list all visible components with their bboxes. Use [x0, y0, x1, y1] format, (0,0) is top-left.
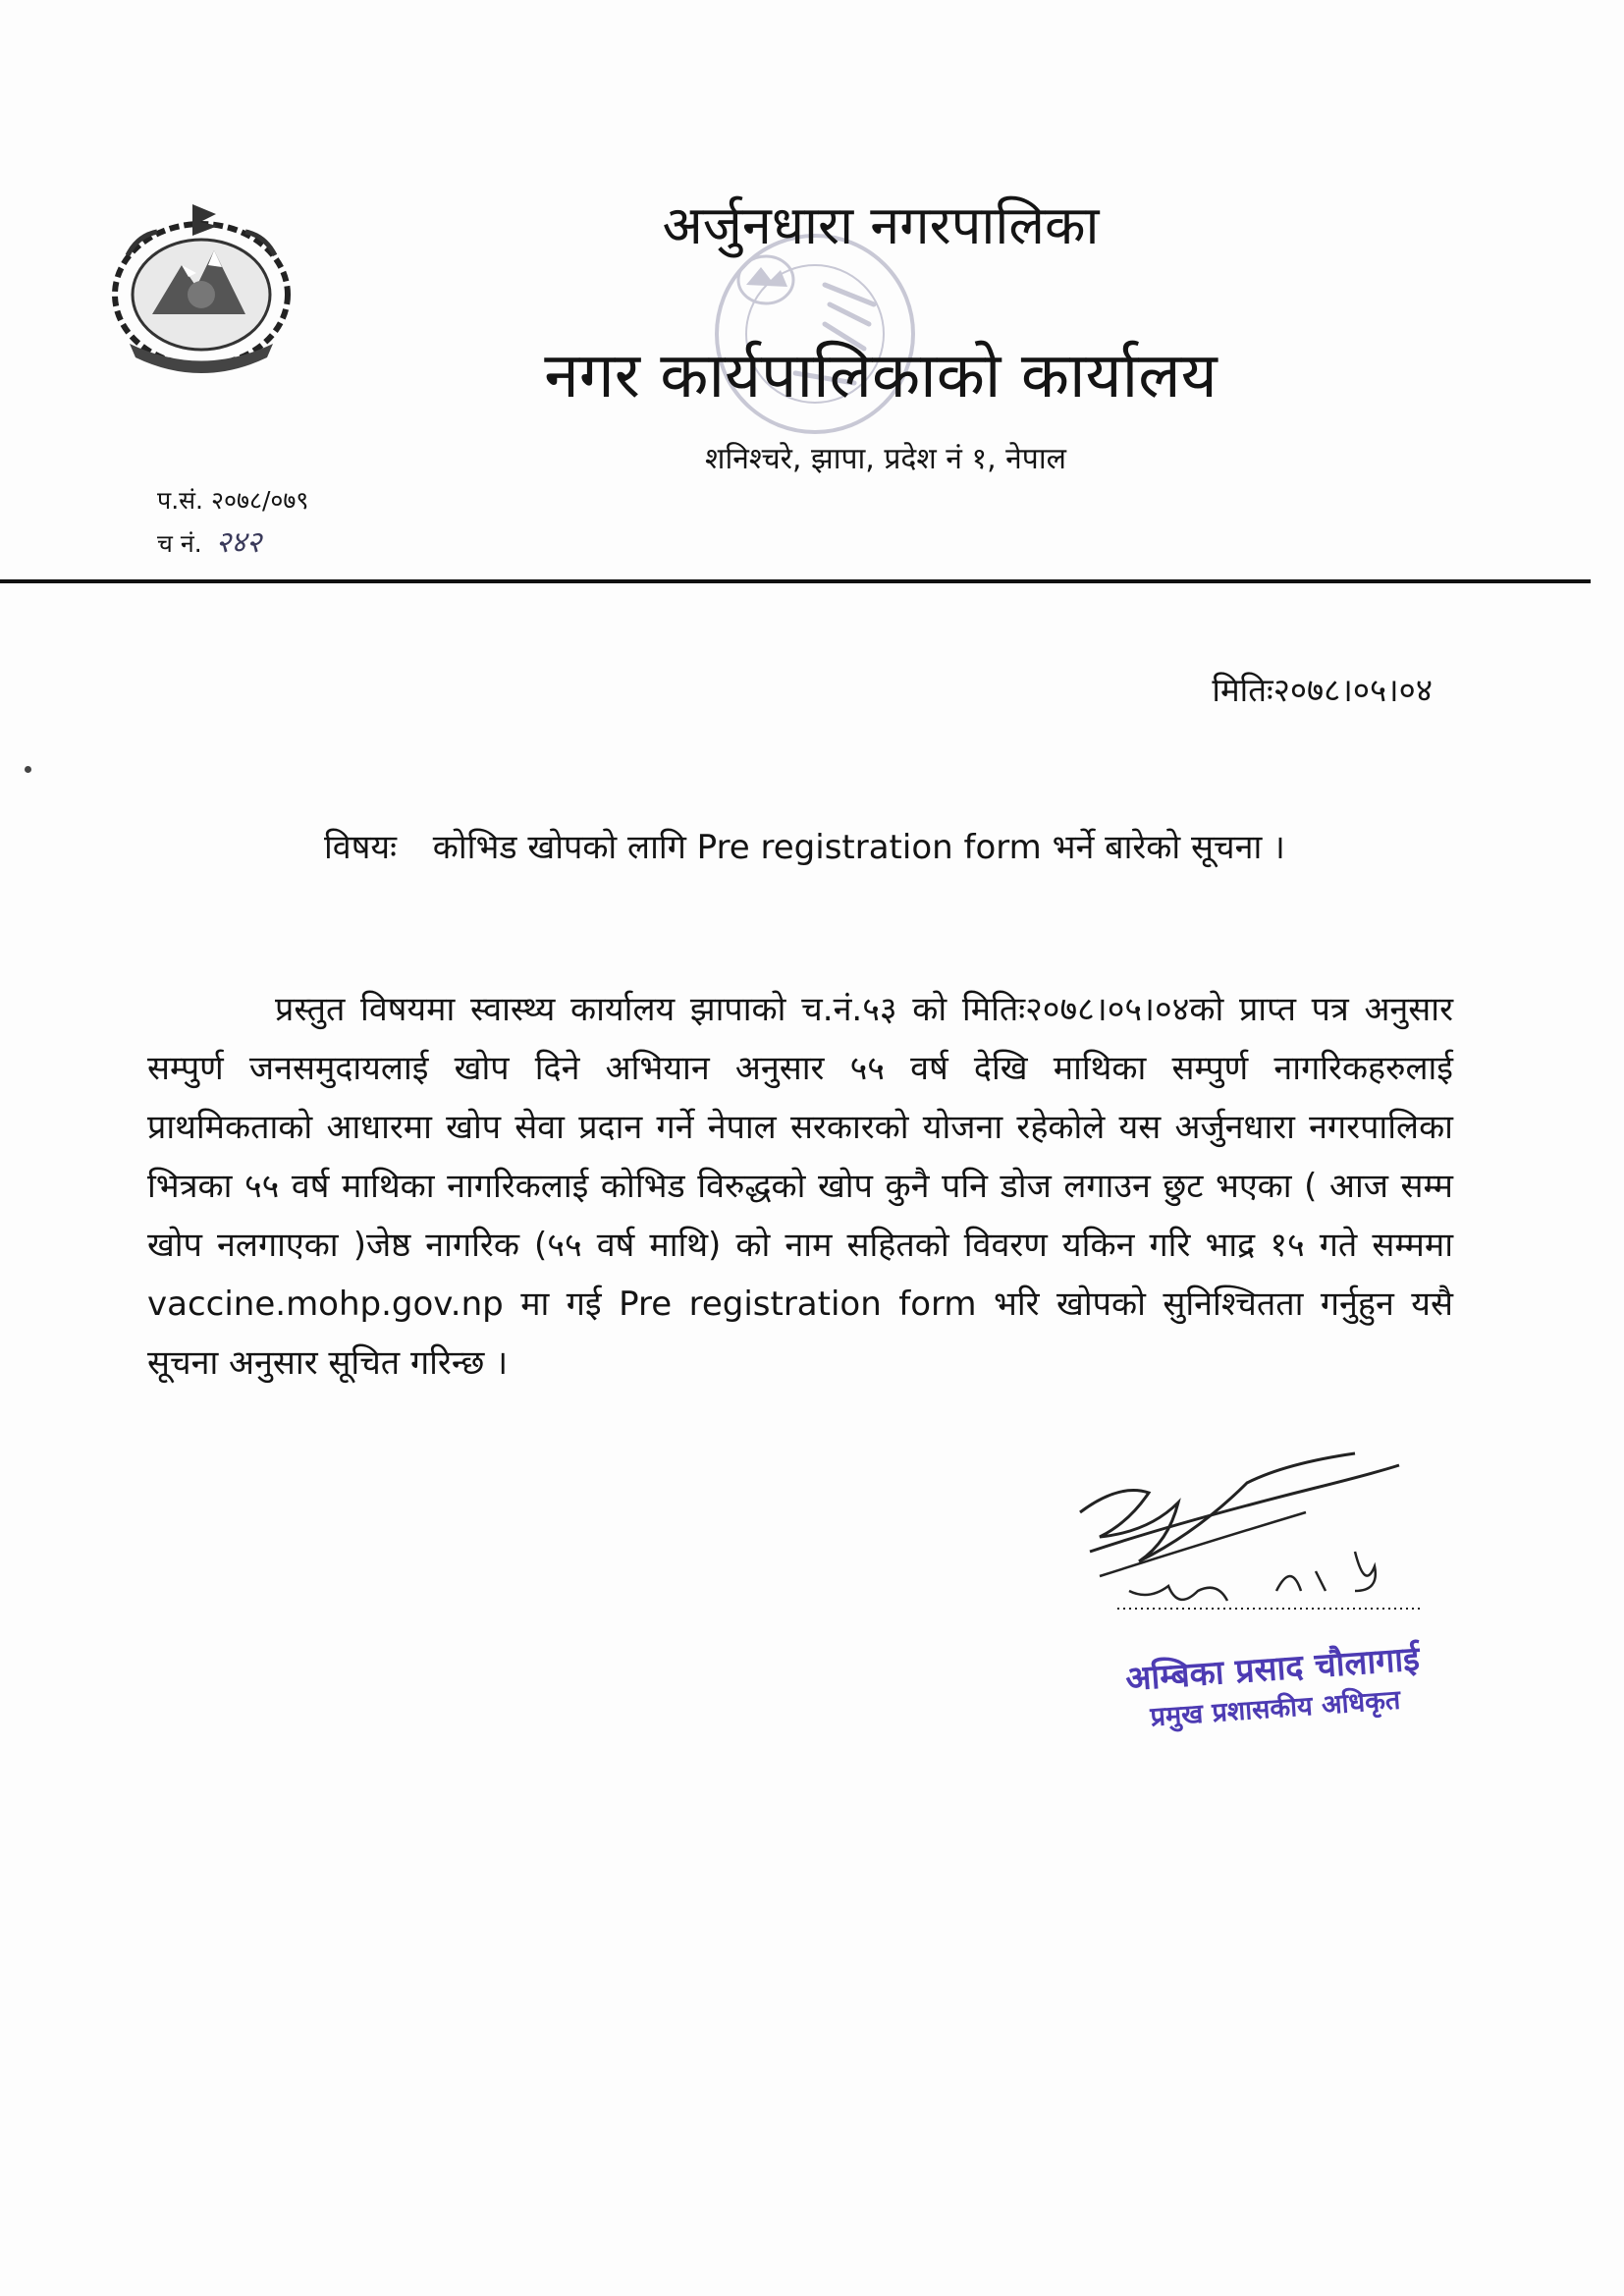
letter-date: मितिः२०७८।०५।०४ — [1212, 671, 1433, 709]
municipality-name: अर्जुनधारा नगरपालिका — [662, 194, 1100, 256]
scan-speck — [25, 766, 31, 773]
signatory-name: अम्बिका प्रसाद चौलागाई — [1124, 1639, 1422, 1700]
office-address: शनिश्चरे, झापा, प्रदेश नं १, नेपाल — [705, 442, 1066, 476]
signatory-stamp — [1100, 1636, 1448, 1740]
signatory-designation: प्रमुख प्रशासकीय अधिकृत — [1149, 1684, 1402, 1733]
office-title: नगर कार्यपालिकाको कार्यालय — [544, 340, 1218, 412]
fiscal-year-reference: प.सं. २०७८/०७९ — [157, 486, 309, 515]
subject-text: कोभिड खोपको लागि Pre registration form भर्ने बारेको सूचना । — [432, 828, 1285, 867]
dispatch-number: २४२ — [215, 525, 262, 560]
handwritten-signature — [1060, 1444, 1443, 1650]
notice-body: प्रस्तुत विषयमा स्वास्थ्य कार्यालय झापाको च.नं.५३ को मितिः२०७८।०५।०४को प्राप्त पत्र अनुसार सम्पुर्ण जनसमुदायलाई खोप दिने अभियान अनुसार ५५ वर्ष देखि माथिका सम्पुर्ण नागरिकहरुलाई प्राथमिकताको आधारमा खोप सेवा प्रदान गर्ने नेपाल सरकारको योजना रहेकोले यस अर्जुनधारा नगरपालिका भित्रका ५५ वर्ष माथिका नागरिकलाई कोभिड विरुद्धको खोप कुनै पनि डोज लगाउन छुट भएका ( आज सम्म खोप नलगाएका )जेष्ठ नागरिक (५५ वर्ष माथि) को नाम सहितको विवरण यकिन गरि भाद्र १५ गते सम्ममा vaccine.mohp.gov.np मा गई Pre registration form भरि खोपको सुनिश्चितता गर्नुहुन यसै सूचना अनुसार सूचित गरिन्छ । — [147, 990, 1453, 1383]
dispatch-reference — [157, 525, 261, 562]
subject-label: विषयः — [324, 828, 397, 867]
header-divider — [0, 579, 1591, 583]
subject-line — [324, 823, 1285, 872]
dispatch-label: च नं. — [157, 529, 202, 558]
